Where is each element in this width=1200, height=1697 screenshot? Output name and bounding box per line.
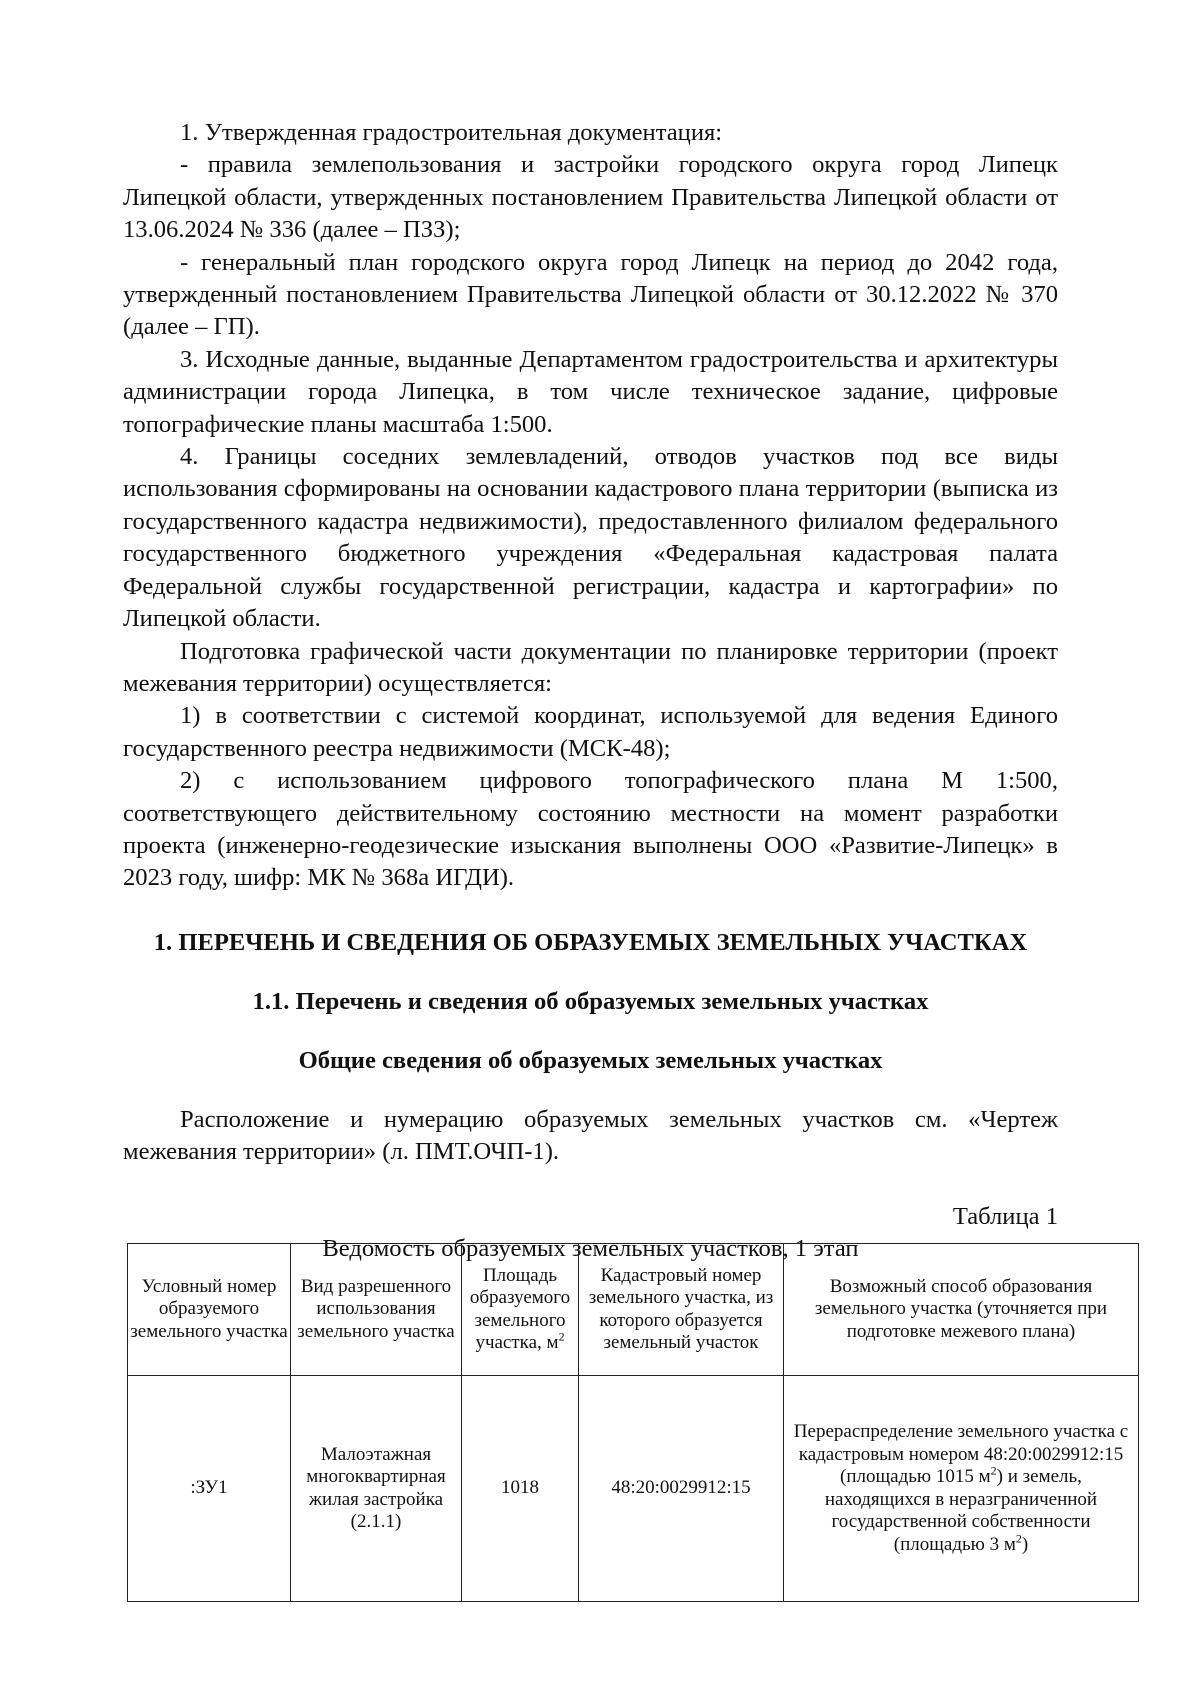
section-title: 1. ПЕРЕЧЕНЬ И СВЕДЕНИЯ ОБ ОБРАЗУЕМЫХ ЗЕМЕЛЬНЫХ УЧАСТКАХ	[153, 928, 1028, 956]
method-text-1: Перераспределение земельного участка с кадастровым номером 48:20:0029912:15 (площадью 1015 м	[793, 1421, 1129, 1487]
header-formation-method: Возможный способ образования земельного участка (уточняется при подготовке межевого плана)	[784, 1244, 1139, 1376]
table-row	[128, 1376, 1139, 1602]
cell-formation-method	[784, 1376, 1139, 1602]
paragraph-topographic-plan: 2) с использованием цифрового топографического плана М 1:500, соответствующего действительному состоянию местности на момент разработки проекта (инженерно-геодезические изыскания выполнены ООО «Развитие-Липецк» в 2023 году, шифр: МК № 368а ИГДИ).	[123, 767, 1058, 892]
header-cadastral-number: Кадастровый номер земельного участка, из которого образуется земельный участок	[579, 1244, 784, 1376]
table-number-label: Таблица 1	[952, 1202, 1058, 1230]
cell-cadastral-number: 48:20:0029912:15	[579, 1376, 784, 1602]
header-area	[462, 1244, 579, 1376]
method-text-3: )	[1021, 1533, 1029, 1555]
subsection-title: 1.1. Перечень и сведения об образуемых земельных участках	[252, 987, 929, 1015]
cell-plot-number: :ЗУ1	[128, 1376, 291, 1602]
table-header-row	[128, 1244, 1139, 1376]
paragraph-coordinate-system: 1) в соответствии с системой координат, используемой для ведения Единого государственного реестра недвижимости (МСК-48);	[123, 702, 1058, 762]
method-sup-2: 2	[1015, 1531, 1022, 1546]
general-info-title: Общие сведения об образуемых земельных участках	[298, 1046, 883, 1074]
paragraph-approved-docs: 1. Утвержденная градостроительная документация:	[180, 119, 723, 146]
table-title: Ведомость образуемых земельных участков, 1 этап	[322, 1234, 859, 1262]
header-area-sup: 2	[558, 1329, 565, 1344]
cell-permitted-use: Малоэтажная многоквартирная жилая застройка (2.1.1)	[291, 1376, 462, 1602]
paragraph-gp: - генеральный план городского округа город Липецк на период до 2042 года, утвержденный постановлением Правительства Липецкой области от 30.12.2022 № 370 (далее – ГП).	[123, 248, 1058, 341]
paragraph-boundaries: 4. Границы соседних землевладений, отводов участков под все виды использования сформированы на основании кадастрового плана территории (выписка из государственного кадастра недвижимости), предоставленного филиалом федерального государственного бюджетного учреждения «Федеральная кадастровая палата Федеральной службы государственной регистрации, кадастра и картографии» по Липецкой области.	[123, 443, 1058, 633]
cell-area: 1018	[462, 1376, 579, 1602]
paragraph-layout-reference: Расположение и нумерацию образуемых земельных участков см. «Чертеж межевания территории» (л. ПМТ.ОЧП-1).	[123, 1105, 1058, 1166]
land-plots-table	[127, 1243, 1139, 1602]
paragraph-graphic-part: Подготовка графической части документации по планировке территории (проект межевания территории) осуществляется:	[123, 637, 1058, 697]
header-plot-number: Условный номер образуемого земельного участка	[128, 1244, 291, 1376]
paragraph-pzz: - правила землепользования и застройки городского округа город Липецк Липецкой области, утвержденных постановлением Правительства Липецкой области от 13.06.2024 № 336 (далее – ПЗЗ);	[123, 151, 1058, 244]
method-sup-1: 2	[990, 1463, 997, 1478]
header-permitted-use: Вид разрешенного использования земельного участка	[291, 1244, 462, 1376]
paragraph-source-data: 3. Исходные данные, выданные Департаментом градостроительства и архитектуры администрации города Липецка, в том числе техническое задание, цифровые топографические планы масштаба 1:500.	[123, 345, 1058, 438]
method-text-2: ) и земель, находящихся в неразграниченной государственной собственности (площадью 3 м	[824, 1466, 1098, 1555]
header-area-text: Площадь образуемого земельного участка, м	[469, 1264, 571, 1353]
